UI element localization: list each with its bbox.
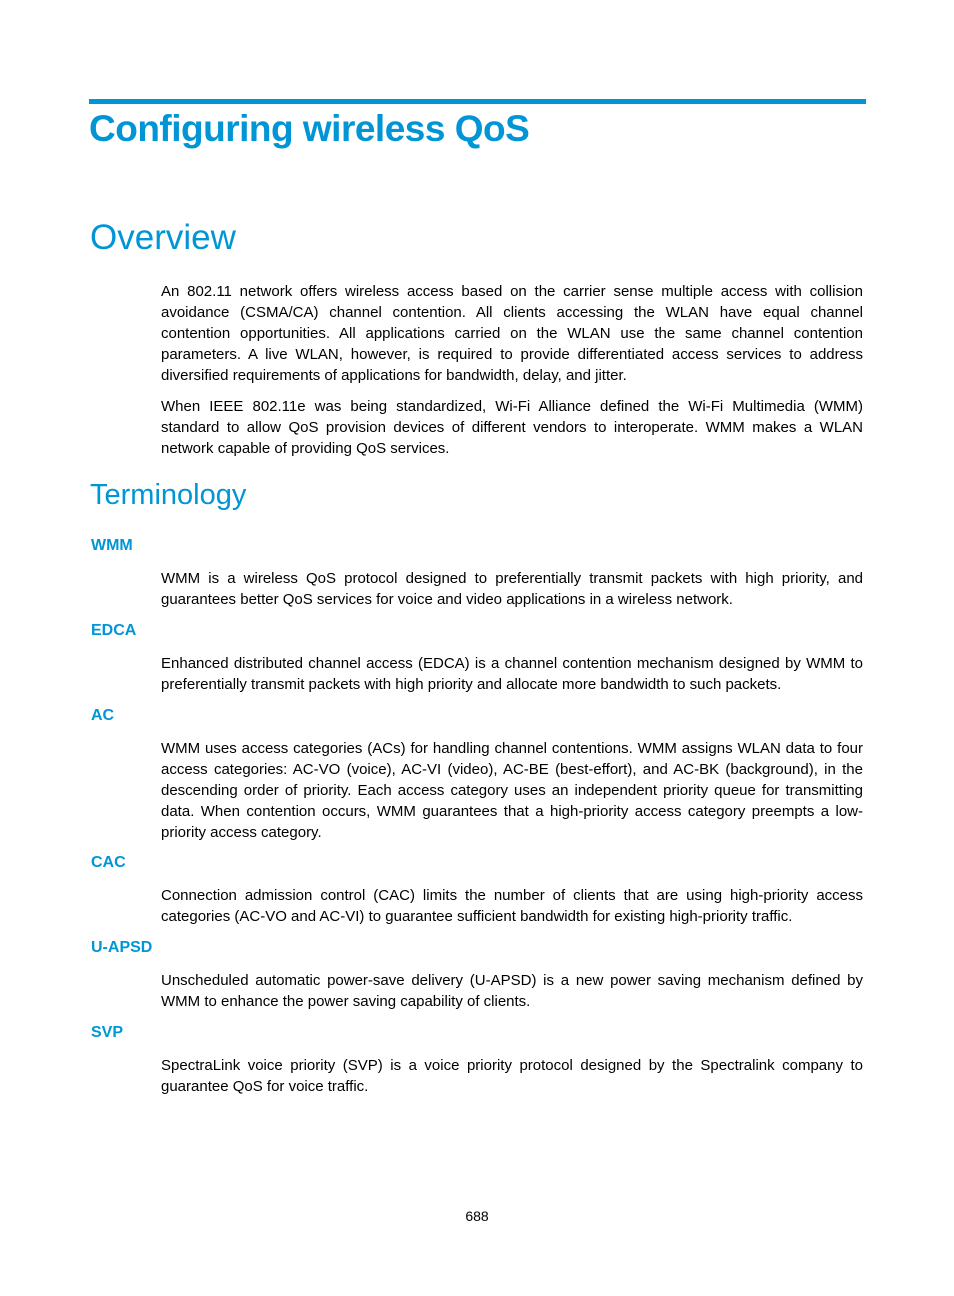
term-heading-wmm: WMM bbox=[91, 537, 133, 554]
chapter-title: Configuring wireless QoS bbox=[89, 108, 530, 149]
page-number: 688 bbox=[465, 1208, 489, 1224]
term-definition-edca: Enhanced distributed channel access (EDCA) is a channel contention mechanism designed by WMM to preferentially transmit packets with high priority and allocate more bandwidth to such packets. bbox=[161, 655, 863, 693]
term-definition-cac: Connection admission control (CAC) limits the number of clients that are using high-priority access categories (AC-VO and AC-VI) to guarantee sufficient bandwidth for existing high-priority traffic. bbox=[161, 887, 863, 925]
term-definition-ac: WMM uses access categories (ACs) for handling channel contentions. WMM assigns WLAN data to four access categories: AC-VO (voice), AC-VI (video), AC-BE (best-effort), and AC-BK (background), in the descending order of priority. Each access category uses an independent priority queue for transmitting data. When contention occurs, WMM guarantees that a high-priority access category preempts a low-priority access category. bbox=[161, 740, 863, 841]
overview-paragraph-2: When IEEE 802.11e was being standardized, Wi-Fi Alliance defined the Wi-Fi Multimedia (WMM) standard to allow QoS provision devices of different vendors to interoperate. WMM makes a WLAN network capable of providing QoS services. bbox=[161, 398, 863, 457]
terminology-heading: Terminology bbox=[90, 479, 247, 511]
term-heading-u-apsd: U-APSD bbox=[91, 939, 153, 956]
term-definition-svp: SpectraLink voice priority (SVP) is a voice priority protocol designed by the Spectralink company to guarantee QoS for voice traffic. bbox=[161, 1057, 863, 1095]
term-definition-wmm: WMM is a wireless QoS protocol designed to preferentially transmit packets with high priority, and guarantees better QoS services for voice and video applications in a wireless network. bbox=[161, 570, 863, 608]
overview-paragraph-1: An 802.11 network offers wireless access based on the carrier sense multiple access with collision avoidance (CSMA/CA) channel contention. All clients accessing the WLAN have equal channel contention opportunities. All applications carried on the WLAN use the same channel contention parameters. A live WLAN, however, is required to provide differentiated access services to address diversified requirements of applications for bandwidth, delay, and jitter. bbox=[161, 283, 863, 384]
overview-heading: Overview bbox=[90, 218, 236, 257]
term-heading-edca: EDCA bbox=[91, 622, 137, 639]
term-definition-u-apsd: Unscheduled automatic power-save delivery (U-APSD) is a new power saving mechanism defined by WMM to enhance the power saving capability of clients. bbox=[161, 972, 863, 1010]
term-heading-cac: CAC bbox=[91, 854, 126, 871]
chapter-top-rule bbox=[89, 99, 866, 104]
term-heading-ac: AC bbox=[91, 707, 115, 724]
term-heading-svp: SVP bbox=[91, 1024, 124, 1041]
